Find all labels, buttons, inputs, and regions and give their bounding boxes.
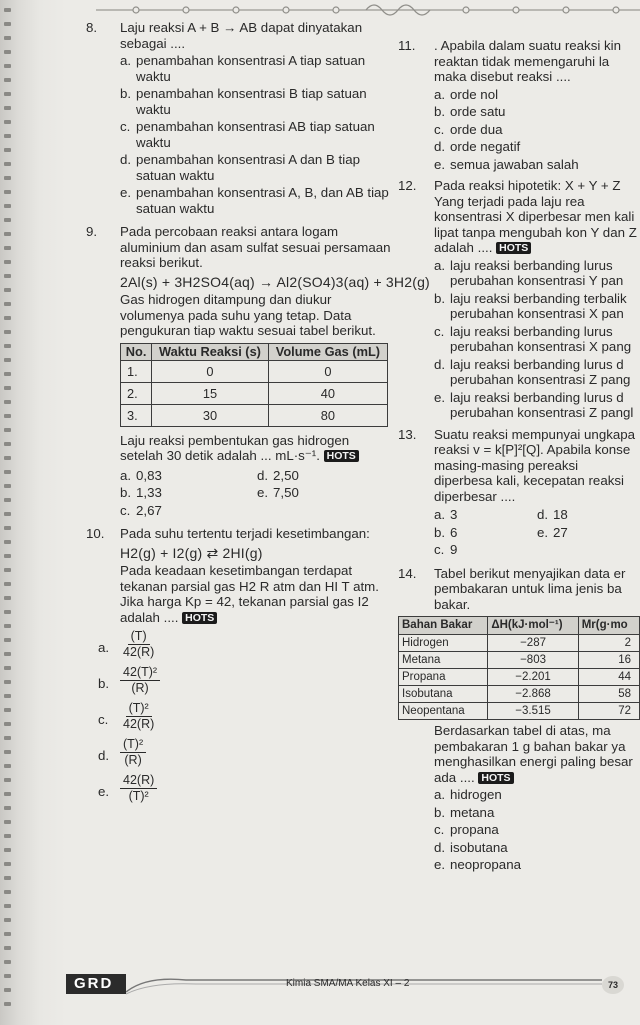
option-b[interactable]: b. penambahan konsentrasi B tiap satuan waktu (120, 86, 367, 117)
binder-hole (4, 680, 11, 684)
binder-hole (4, 1002, 11, 1006)
fraction: $\frac{\text{(T)²}}{(R)}$ (120, 738, 146, 767)
binder-hole (4, 666, 11, 670)
binder-hole (4, 162, 11, 166)
option-b[interactable]: b. laju reaksi berbanding terbalik perubahan konsentrasi X pan (434, 290, 627, 321)
binder-hole (4, 50, 11, 54)
binder-hole (4, 456, 11, 460)
table-header: Volume Gas (mL) (268, 343, 387, 360)
binder-hole (4, 876, 11, 880)
table-row: 3. 30 80 (121, 404, 388, 426)
question-stem: Pada reaksi hipotetik: X + Y + Z (434, 178, 621, 193)
option-e[interactable]: e. 27 (537, 524, 568, 540)
binder-hole (4, 218, 11, 222)
table-header: Mr(g·mo (578, 617, 639, 635)
option-d[interactable]: d. orde negatif (434, 139, 521, 154)
table-header: Bahan Bakar (399, 617, 488, 635)
fraction: $\frac{42(R)}{\text{(T)²}}$ (120, 774, 157, 803)
binder-hole (4, 526, 11, 530)
binder-hole (4, 960, 11, 964)
option-b[interactable]: b. 6 (434, 524, 458, 540)
table-header: Waktu Reaksi (s) (152, 343, 269, 360)
question-number: 9. (86, 224, 98, 239)
option-a[interactable]: a. laju reaksi berbanding lurus perubahan konsentrasi Y pan (434, 257, 624, 288)
option-b[interactable]: b. $\frac{\text{42(T)²}}{(R)}$ (88, 666, 394, 695)
option-e[interactable]: e. neopropana (434, 857, 521, 872)
binder-hole (4, 610, 11, 614)
question-number: 12. (398, 178, 417, 193)
question-number: 8. (86, 20, 98, 35)
fraction: $\frac{\text{42(T)²}}{(R)}$ (120, 666, 160, 695)
table-header: No. (121, 343, 152, 360)
question-9 (76, 224, 430, 518)
option-a[interactable]: a. $\frac{(T)}{42(R)}$ (88, 630, 394, 659)
option-d[interactable]: d. 2,50 (257, 467, 299, 483)
binder-hole (4, 750, 11, 754)
hots-badge: HOTS (182, 612, 217, 624)
page-number: 73 (602, 976, 624, 994)
binder-hole (4, 946, 11, 950)
table-row: 1. 0 0 (121, 360, 388, 382)
options-grid (434, 505, 640, 558)
binder-hole (4, 820, 11, 824)
binder-hole (4, 484, 11, 488)
binder-hole (4, 582, 11, 586)
table-row: Neopentana −3.515 72 (399, 703, 640, 720)
table-row: Metana −803 16 (399, 652, 640, 669)
hots-badge: HOTS (496, 242, 531, 254)
question-stem-continued: Yang terjadi pada laju rea konsentrasi X diperbesar men kali lipat tanpa mengubah kon Y dan Z adalah .... HOTS (434, 193, 637, 255)
binder-hole (4, 302, 11, 306)
binder-hole (4, 722, 11, 726)
option-b[interactable]: b. metana (434, 804, 495, 820)
binder-hole (4, 904, 11, 908)
binder-hole (4, 708, 11, 712)
option-c[interactable]: c. 9 (434, 542, 458, 557)
option-e[interactable]: e. 7,50 (257, 485, 299, 500)
table-row: 2. 15 40 (121, 382, 388, 404)
binder-hole (4, 120, 11, 124)
binder-hole (4, 414, 11, 418)
binder-hole (4, 232, 11, 236)
option-c[interactable]: c. laju reaksi berbanding lurus perubahan konsentrasi X pang (434, 323, 632, 354)
binder-hole (4, 148, 11, 152)
binder-hole (4, 190, 11, 194)
question-stem: Laju reaksi A + B → AB dapat dinyatakan sebagai .... (120, 20, 363, 51)
binder-hole (4, 974, 11, 978)
question-description: Gas hidrogen ditampung dan diukur volumenya pada suhu yang tetap. Data pengukuran tiap waktu sesuai tabel berikut. (120, 292, 376, 338)
binder-hole (4, 22, 11, 26)
option-c[interactable]: c. 2,67 (120, 502, 162, 518)
option-d[interactable]: d. laju reaksi berbanding lurus d perubahan konsentrasi Z pang (434, 356, 631, 387)
binder-hole (4, 498, 11, 502)
question-prompt: Laju reaksi pembentukan gas hidrogen setelah 30 detik adalah ... mL·s⁻¹. HOTS (76, 433, 394, 464)
options-grid (120, 466, 394, 519)
option-d[interactable]: d. isobutana (434, 839, 508, 855)
option-c[interactable]: c. orde dua (434, 121, 503, 137)
publisher-logo: GRD (66, 974, 126, 994)
question-prompt: Berdasarkan tabel di atas, ma pembakaran 1 g bahan bakar ya menghasilkan energi paling besar ada .... HOTS (434, 723, 633, 785)
binder-hole (4, 246, 11, 250)
option-d[interactable]: d. 18 (537, 507, 568, 522)
table-header: ΔH(kJ·mol⁻¹) (488, 617, 578, 635)
option-d[interactable]: d. penambahan konsentrasi A dan B tiap satuan waktu (120, 152, 360, 183)
binder-hole (4, 400, 11, 404)
fuel-data-table (398, 616, 640, 720)
binder-hole (4, 288, 11, 292)
binder-hole (4, 8, 11, 12)
option-c[interactable]: c. propana (434, 822, 499, 837)
option-e[interactable]: e. laju reaksi berbanding lurus d perubahan konsentrasi Z pangl (434, 389, 634, 420)
question-stem: . Apabila dalam suatu reaksi kin reaktan tidak memengaruhi la maka disebut reaksi .... (434, 38, 622, 84)
option-a[interactable]: a. penambahan konsentrasi A tiap satuan waktu (120, 53, 366, 84)
question-stem: Tabel berikut menyajikan data er pembakaran untuk lima jenis ba bakar. (434, 565, 626, 612)
binder-hole (4, 834, 11, 838)
binder-hole (4, 652, 11, 656)
question-number: 14. (398, 565, 417, 581)
binder-hole (4, 596, 11, 600)
binder-hole (4, 512, 11, 516)
binder-hole (4, 36, 11, 40)
question-number: 13. (398, 426, 417, 442)
option-a[interactable]: a. hidrogen (434, 787, 502, 802)
question-stem: Pada percobaan reaksi antara logam aluminium dan asam sulfat sesuai persamaan reaksi berikut. (120, 224, 391, 270)
binder-hole (4, 274, 11, 278)
right-column (398, 38, 640, 877)
reaction-data-table (120, 343, 388, 427)
option-b[interactable]: b. orde satu (434, 104, 506, 119)
question-11 (398, 38, 640, 172)
question-stem: Suatu reaksi mempunyai ungkapa reaksi v = k[P]²[Q]. Apabila konse masing-masing pereaksi diperbesa kali, kecepatan reaksi diperbesar .... (434, 426, 636, 504)
binder-hole (4, 64, 11, 68)
hots-badge: HOTS (478, 772, 513, 784)
question-13 (398, 427, 640, 558)
binder-hole (4, 736, 11, 740)
binder-hole (4, 862, 11, 866)
binder-hole (4, 442, 11, 446)
binder-hole (4, 848, 11, 852)
fraction: $\frac{(T)}{42(R)}$ (123, 629, 155, 659)
question-10 (76, 526, 394, 803)
question-12 (398, 178, 640, 421)
question-8 (76, 20, 394, 216)
hots-badge: HOTS (324, 450, 359, 462)
binder-hole (4, 358, 11, 362)
question-description: Pada keadaan kesetimbangan terdapat tekanan parsial gas H2 R atm dan HI T atm. Jika harga Kp = 42, tekanan parsial gas I2 adalah .... HOTS (120, 563, 379, 625)
binder-hole (4, 106, 11, 110)
binder-hole (4, 260, 11, 264)
binder-hole (4, 778, 11, 782)
book-title: Kimia SMA/MA Kelas XI – 2 (286, 978, 410, 989)
binder-hole (4, 638, 11, 642)
question-number: 10. (86, 526, 105, 541)
equilibrium-equation: H2(g) + I2(g) ⇄ 2HI(g) (120, 544, 263, 561)
binder-hole (4, 890, 11, 894)
binder-hole (4, 988, 11, 992)
binder-strip (0, 0, 66, 1025)
fraction: $\frac{\text{(T)²}}{42(R)}$ (123, 701, 155, 731)
worksheet-page (66, 14, 640, 1025)
binder-hole (4, 792, 11, 796)
option-a[interactable]: a. 0,83 (120, 467, 162, 483)
binder-hole (4, 932, 11, 936)
option-c[interactable]: c. $\frac{\text{(T)²}}{42(R)}$ (88, 702, 394, 731)
binder-hole (4, 372, 11, 376)
binder-hole (4, 176, 11, 180)
question-stem: Pada suhu tertentu terjadi kesetimbangan: (120, 526, 370, 541)
option-e[interactable]: e. semua jawaban salah (434, 156, 579, 172)
binder-hole (4, 386, 11, 390)
binder-hole (4, 540, 11, 544)
binder-hole (4, 764, 11, 768)
binder-hole (4, 568, 11, 572)
binder-hole (4, 806, 11, 810)
reaction-equation: 2Al(s) + 3H2SO4(aq) → Al2(SO4)3(aq) + 3H2(g) (120, 273, 430, 290)
binder-hole (4, 918, 11, 922)
binder-hole (4, 316, 11, 320)
option-e[interactable]: e. $\frac{42(R)}{\text{(T)²}}$ (88, 774, 394, 803)
page-footer (66, 974, 640, 996)
option-d[interactable]: d. $\frac{\text{(T)²}}{(R)}$ (88, 738, 394, 767)
option-e[interactable]: e. penambahan konsentrasi A, B, dan AB tiap satuan waktu (120, 185, 389, 216)
binder-hole (4, 344, 11, 348)
option-a[interactable]: a. orde nol (434, 86, 499, 102)
binder-hole (4, 554, 11, 558)
question-number: 11. (398, 38, 416, 53)
binder-hole (4, 330, 11, 334)
binder-hole (4, 204, 11, 208)
binder-hole (4, 470, 11, 474)
table-row: Isobutana −2.868 58 (399, 686, 640, 703)
table-row: Propana −2.201 44 (399, 669, 640, 686)
binder-hole (4, 624, 11, 628)
binder-hole (4, 78, 11, 82)
binder-hole (4, 92, 11, 96)
binder-hole (4, 428, 11, 432)
option-c[interactable]: c. penambahan konsentrasi AB tiap satuan waktu (120, 119, 375, 150)
binder-hole (4, 694, 11, 698)
option-b[interactable]: b. 1,33 (120, 485, 162, 500)
question-14 (398, 566, 640, 873)
option-a[interactable]: a. 3 (434, 507, 458, 522)
binder-hole (4, 134, 11, 138)
table-row: Hidrogen −287 2 (399, 635, 640, 652)
